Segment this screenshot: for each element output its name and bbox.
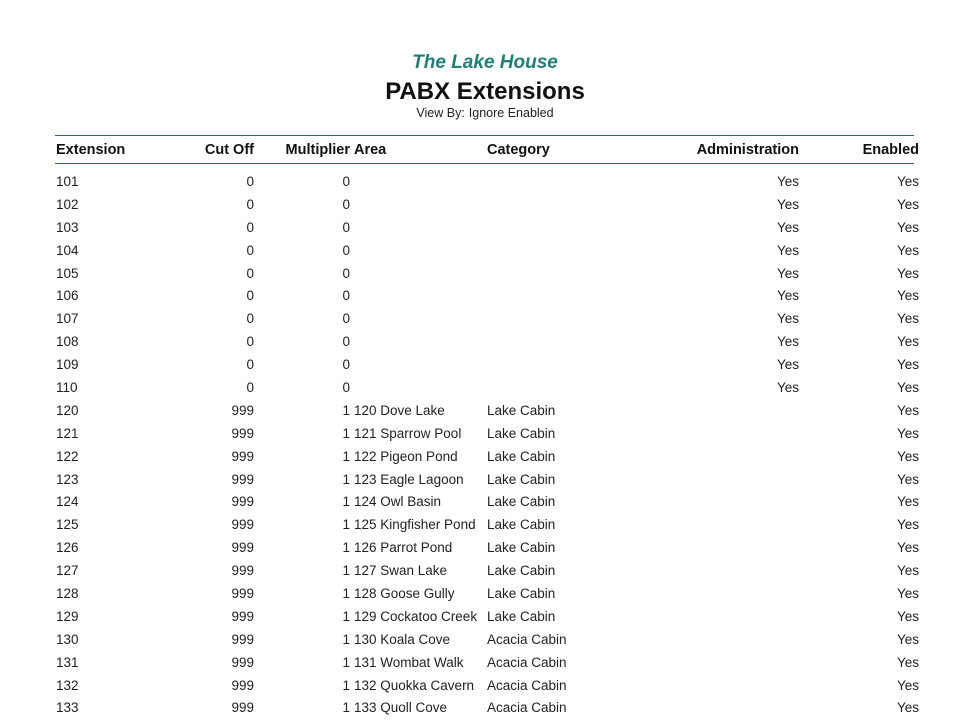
cell-multiplier: 1: [342, 471, 350, 487]
cell-multiplier: 0: [342, 219, 350, 235]
table-row: [55, 674, 919, 697]
cell-administration: Yes: [776, 196, 799, 212]
cell-extension: 102: [56, 196, 79, 212]
cell-cut-off: 999: [231, 585, 254, 601]
table-row: [55, 422, 919, 445]
cell-cut-off: 0: [246, 196, 254, 212]
cell-enabled: Yes: [896, 425, 919, 441]
cell-category: Lake Cabin: [487, 494, 556, 510]
cell-enabled: Yes: [896, 242, 919, 258]
cell-multiplier: 1: [342, 631, 350, 647]
cell-category: Lake Cabin: [487, 563, 556, 579]
cell-extension: 120: [56, 402, 79, 418]
cell-administration: [643, 651, 799, 674]
cell-category: [487, 330, 643, 353]
cell-extension: 105: [56, 265, 79, 281]
cell-multiplier: 0: [342, 334, 350, 350]
cell-administration: [643, 582, 799, 605]
cell-multiplier: 1: [342, 608, 350, 624]
cell-multiplier: 0: [342, 173, 350, 189]
col-header-area: Area: [354, 141, 387, 158]
cell-enabled: Yes: [896, 448, 919, 464]
cell-multiplier: 1: [342, 517, 350, 533]
cell-enabled: Yes: [896, 700, 919, 716]
cell-multiplier: 1: [342, 402, 350, 418]
cell-enabled: Yes: [896, 494, 919, 510]
cell-area: 124 Owl Basin: [354, 494, 442, 510]
cell-enabled: Yes: [896, 265, 919, 281]
cell-cut-off: 999: [231, 494, 254, 510]
cell-extension: 132: [56, 677, 79, 693]
table-row: [55, 216, 919, 239]
cell-administration: Yes: [776, 219, 799, 235]
cell-extension: 110: [56, 379, 78, 395]
cell-extension: 130: [56, 631, 79, 647]
table-row: [55, 445, 919, 468]
cell-area: 122 Pigeon Pond: [354, 448, 458, 464]
cell-enabled: Yes: [896, 608, 919, 624]
cell-area: 132 Quokka Cavern: [354, 677, 475, 693]
cell-administration: Yes: [776, 242, 799, 258]
cell-area: [350, 193, 487, 216]
cell-cut-off: 0: [246, 219, 254, 235]
cell-administration: [643, 468, 799, 491]
cell-extension: 103: [56, 219, 79, 235]
cell-administration: Yes: [776, 334, 799, 350]
cell-extension: 124: [56, 494, 79, 510]
table-row: [55, 284, 919, 307]
table-row: [55, 239, 919, 262]
cell-extension: 126: [56, 540, 79, 556]
cell-cut-off: 999: [231, 677, 254, 693]
col-header-multiplier: Multiplier: [285, 141, 350, 158]
cell-extension: 104: [56, 242, 79, 258]
cell-cut-off: 999: [231, 402, 254, 418]
cell-administration: [643, 559, 799, 582]
table-row: [55, 490, 919, 513]
table-row: [55, 193, 919, 216]
cell-extension: 121: [56, 425, 79, 441]
cell-category: Acacia Cabin: [487, 700, 567, 716]
cell-enabled: Yes: [896, 334, 919, 350]
cell-cut-off: 999: [231, 631, 254, 647]
cell-cut-off: 0: [246, 379, 254, 395]
cell-area: 129 Cockatoo Creek: [354, 608, 478, 624]
cell-category: Lake Cabin: [487, 585, 556, 601]
cell-enabled: Yes: [896, 402, 919, 418]
cell-cut-off: 999: [231, 425, 254, 441]
cell-cut-off: 0: [246, 242, 254, 258]
cell-category: Lake Cabin: [487, 540, 556, 556]
cell-category: Acacia Cabin: [487, 631, 567, 647]
cell-administration: Yes: [776, 173, 799, 189]
cell-area: [350, 376, 487, 399]
cell-area: [350, 330, 487, 353]
cell-enabled: Yes: [896, 357, 919, 373]
view-by-line: [0, 106, 958, 120]
cell-administration: [643, 490, 799, 513]
table-row: [55, 696, 919, 719]
cell-administration: Yes: [776, 288, 799, 304]
cell-extension: 131: [56, 654, 79, 670]
cell-administration: [643, 399, 799, 422]
cell-enabled: Yes: [896, 540, 919, 556]
cell-administration: [643, 605, 799, 628]
cell-cut-off: 999: [231, 608, 254, 624]
cell-multiplier: 1: [342, 654, 350, 670]
extensions-table: [55, 136, 919, 719]
cell-multiplier: 0: [342, 311, 350, 327]
cell-area: 121 Sparrow Pool: [354, 425, 462, 441]
table-row: [55, 628, 919, 651]
view-by-label: View By:: [416, 106, 465, 120]
cell-extension: 107: [56, 311, 79, 327]
cell-multiplier: 1: [342, 585, 350, 601]
cell-category: Lake Cabin: [487, 471, 556, 487]
table-row: [55, 536, 919, 559]
cell-multiplier: 1: [342, 700, 350, 716]
table-row: [55, 559, 919, 582]
cell-category: [487, 307, 643, 330]
cell-area: 125 Kingfisher Pond: [354, 517, 476, 533]
cell-multiplier: 0: [342, 242, 350, 258]
cell-cut-off: 999: [231, 540, 254, 556]
cell-category: [487, 193, 643, 216]
cell-enabled: Yes: [896, 563, 919, 579]
cell-multiplier: 0: [342, 288, 350, 304]
cell-enabled: Yes: [896, 219, 919, 235]
venue-name: The Lake House: [412, 52, 558, 73]
cell-multiplier: 1: [342, 448, 350, 464]
table-header-row: [55, 136, 919, 163]
cell-area: 127 Swan Lake: [354, 563, 448, 579]
cell-category: Lake Cabin: [487, 402, 556, 418]
cell-administration: Yes: [776, 265, 799, 281]
cell-area: 123 Eagle Lagoon: [354, 471, 464, 487]
cell-area: [350, 216, 487, 239]
cell-extension: 108: [56, 334, 79, 350]
cell-area: [350, 353, 487, 376]
cell-category: [487, 239, 643, 262]
cell-administration: [643, 445, 799, 468]
cell-area: [350, 284, 487, 307]
cell-extension: 109: [56, 357, 79, 373]
cell-category: Lake Cabin: [487, 608, 556, 624]
col-header-category: Category: [487, 141, 550, 158]
col-header-enabled: Enabled: [862, 141, 919, 158]
cell-category: [487, 170, 643, 193]
cell-administration: [643, 674, 799, 697]
table-row: [55, 262, 919, 285]
cell-administration: Yes: [776, 379, 799, 395]
cell-cut-off: 999: [231, 471, 254, 487]
cell-multiplier: 1: [342, 425, 350, 441]
cell-multiplier: 0: [342, 196, 350, 212]
cell-extension: 129: [56, 608, 79, 624]
table-row: [55, 307, 919, 330]
cell-multiplier: 0: [342, 357, 350, 373]
cell-administration: [643, 422, 799, 445]
cell-enabled: Yes: [896, 631, 919, 647]
cell-multiplier: 1: [342, 677, 350, 693]
cell-area: [350, 262, 487, 285]
cell-category: [487, 376, 643, 399]
cell-cut-off: 0: [246, 334, 254, 350]
cell-category: Acacia Cabin: [487, 677, 567, 693]
cell-cut-off: 0: [246, 311, 254, 327]
cell-enabled: Yes: [896, 173, 919, 189]
cell-category: Lake Cabin: [487, 448, 556, 464]
table-row: [55, 513, 919, 536]
cell-enabled: Yes: [896, 379, 919, 395]
report-title: PABX Extensions: [385, 78, 585, 105]
cell-administration: [643, 696, 799, 719]
cell-extension: 101: [56, 173, 79, 189]
cell-extension: 106: [56, 288, 79, 304]
table-row: [55, 399, 919, 422]
cell-category: Lake Cabin: [487, 517, 556, 533]
table-row: [55, 376, 919, 399]
cell-enabled: Yes: [896, 196, 919, 212]
cell-multiplier: 1: [342, 494, 350, 510]
cell-extension: 127: [56, 563, 79, 579]
table-row: [55, 468, 919, 491]
cell-cut-off: 0: [246, 357, 254, 373]
cell-multiplier: 1: [342, 540, 350, 556]
cell-area: [350, 239, 487, 262]
cell-enabled: Yes: [896, 585, 919, 601]
cell-administration: Yes: [776, 311, 799, 327]
col-header-cut-off: Cut Off: [204, 141, 254, 158]
cell-area: 126 Parrot Pond: [354, 540, 453, 556]
cell-area: 128 Goose Gully: [354, 585, 455, 601]
cell-area: [350, 170, 487, 193]
table-row: [55, 353, 919, 376]
cell-cut-off: 0: [246, 173, 254, 189]
cell-extension: 128: [56, 585, 79, 601]
cell-category: [487, 353, 643, 376]
cell-cut-off: 999: [231, 563, 254, 579]
table-body: [55, 163, 919, 719]
cell-enabled: Yes: [896, 677, 919, 693]
table-row: [55, 170, 919, 193]
cell-category: [487, 284, 643, 307]
cell-area: 120 Dove Lake: [354, 402, 445, 418]
cell-multiplier: 0: [342, 265, 350, 281]
cell-administration: [643, 628, 799, 651]
cell-cut-off: 999: [231, 448, 254, 464]
cell-area: 133 Quoll Cove: [354, 700, 448, 716]
view-by-value: Ignore Enabled: [468, 106, 554, 120]
table-row: [55, 330, 919, 353]
cell-area: 130 Koala Cove: [354, 631, 451, 647]
col-header-administration: Administration: [696, 141, 799, 158]
cell-area: [350, 307, 487, 330]
header-spacer: [55, 163, 919, 170]
cell-enabled: Yes: [896, 288, 919, 304]
table-row: [55, 651, 919, 674]
table-row: [55, 605, 919, 628]
cell-cut-off: 999: [231, 654, 254, 670]
cell-cut-off: 999: [231, 700, 254, 716]
cell-enabled: Yes: [896, 654, 919, 670]
cell-administration: Yes: [776, 357, 799, 373]
cell-category: Acacia Cabin: [487, 654, 567, 670]
cell-administration: [643, 513, 799, 536]
cell-enabled: Yes: [896, 517, 919, 533]
cell-extension: 125: [56, 517, 79, 533]
cell-category: [487, 262, 643, 285]
cell-cut-off: 999: [231, 517, 254, 533]
cell-extension: 133: [56, 700, 79, 716]
table-row: [55, 582, 919, 605]
cell-category: Lake Cabin: [487, 425, 556, 441]
cell-administration: [643, 536, 799, 559]
cell-extension: 122: [56, 448, 79, 464]
cell-multiplier: 1: [342, 563, 350, 579]
cell-enabled: Yes: [896, 471, 919, 487]
cell-extension: 123: [56, 471, 79, 487]
cell-cut-off: 0: [246, 288, 254, 304]
col-header-extension: Extension: [56, 141, 126, 158]
cell-category: [487, 216, 643, 239]
cell-multiplier: 0: [342, 379, 350, 395]
cell-area: 131 Wombat Walk: [354, 654, 464, 670]
cell-enabled: Yes: [896, 311, 919, 327]
cell-cut-off: 0: [246, 265, 254, 281]
